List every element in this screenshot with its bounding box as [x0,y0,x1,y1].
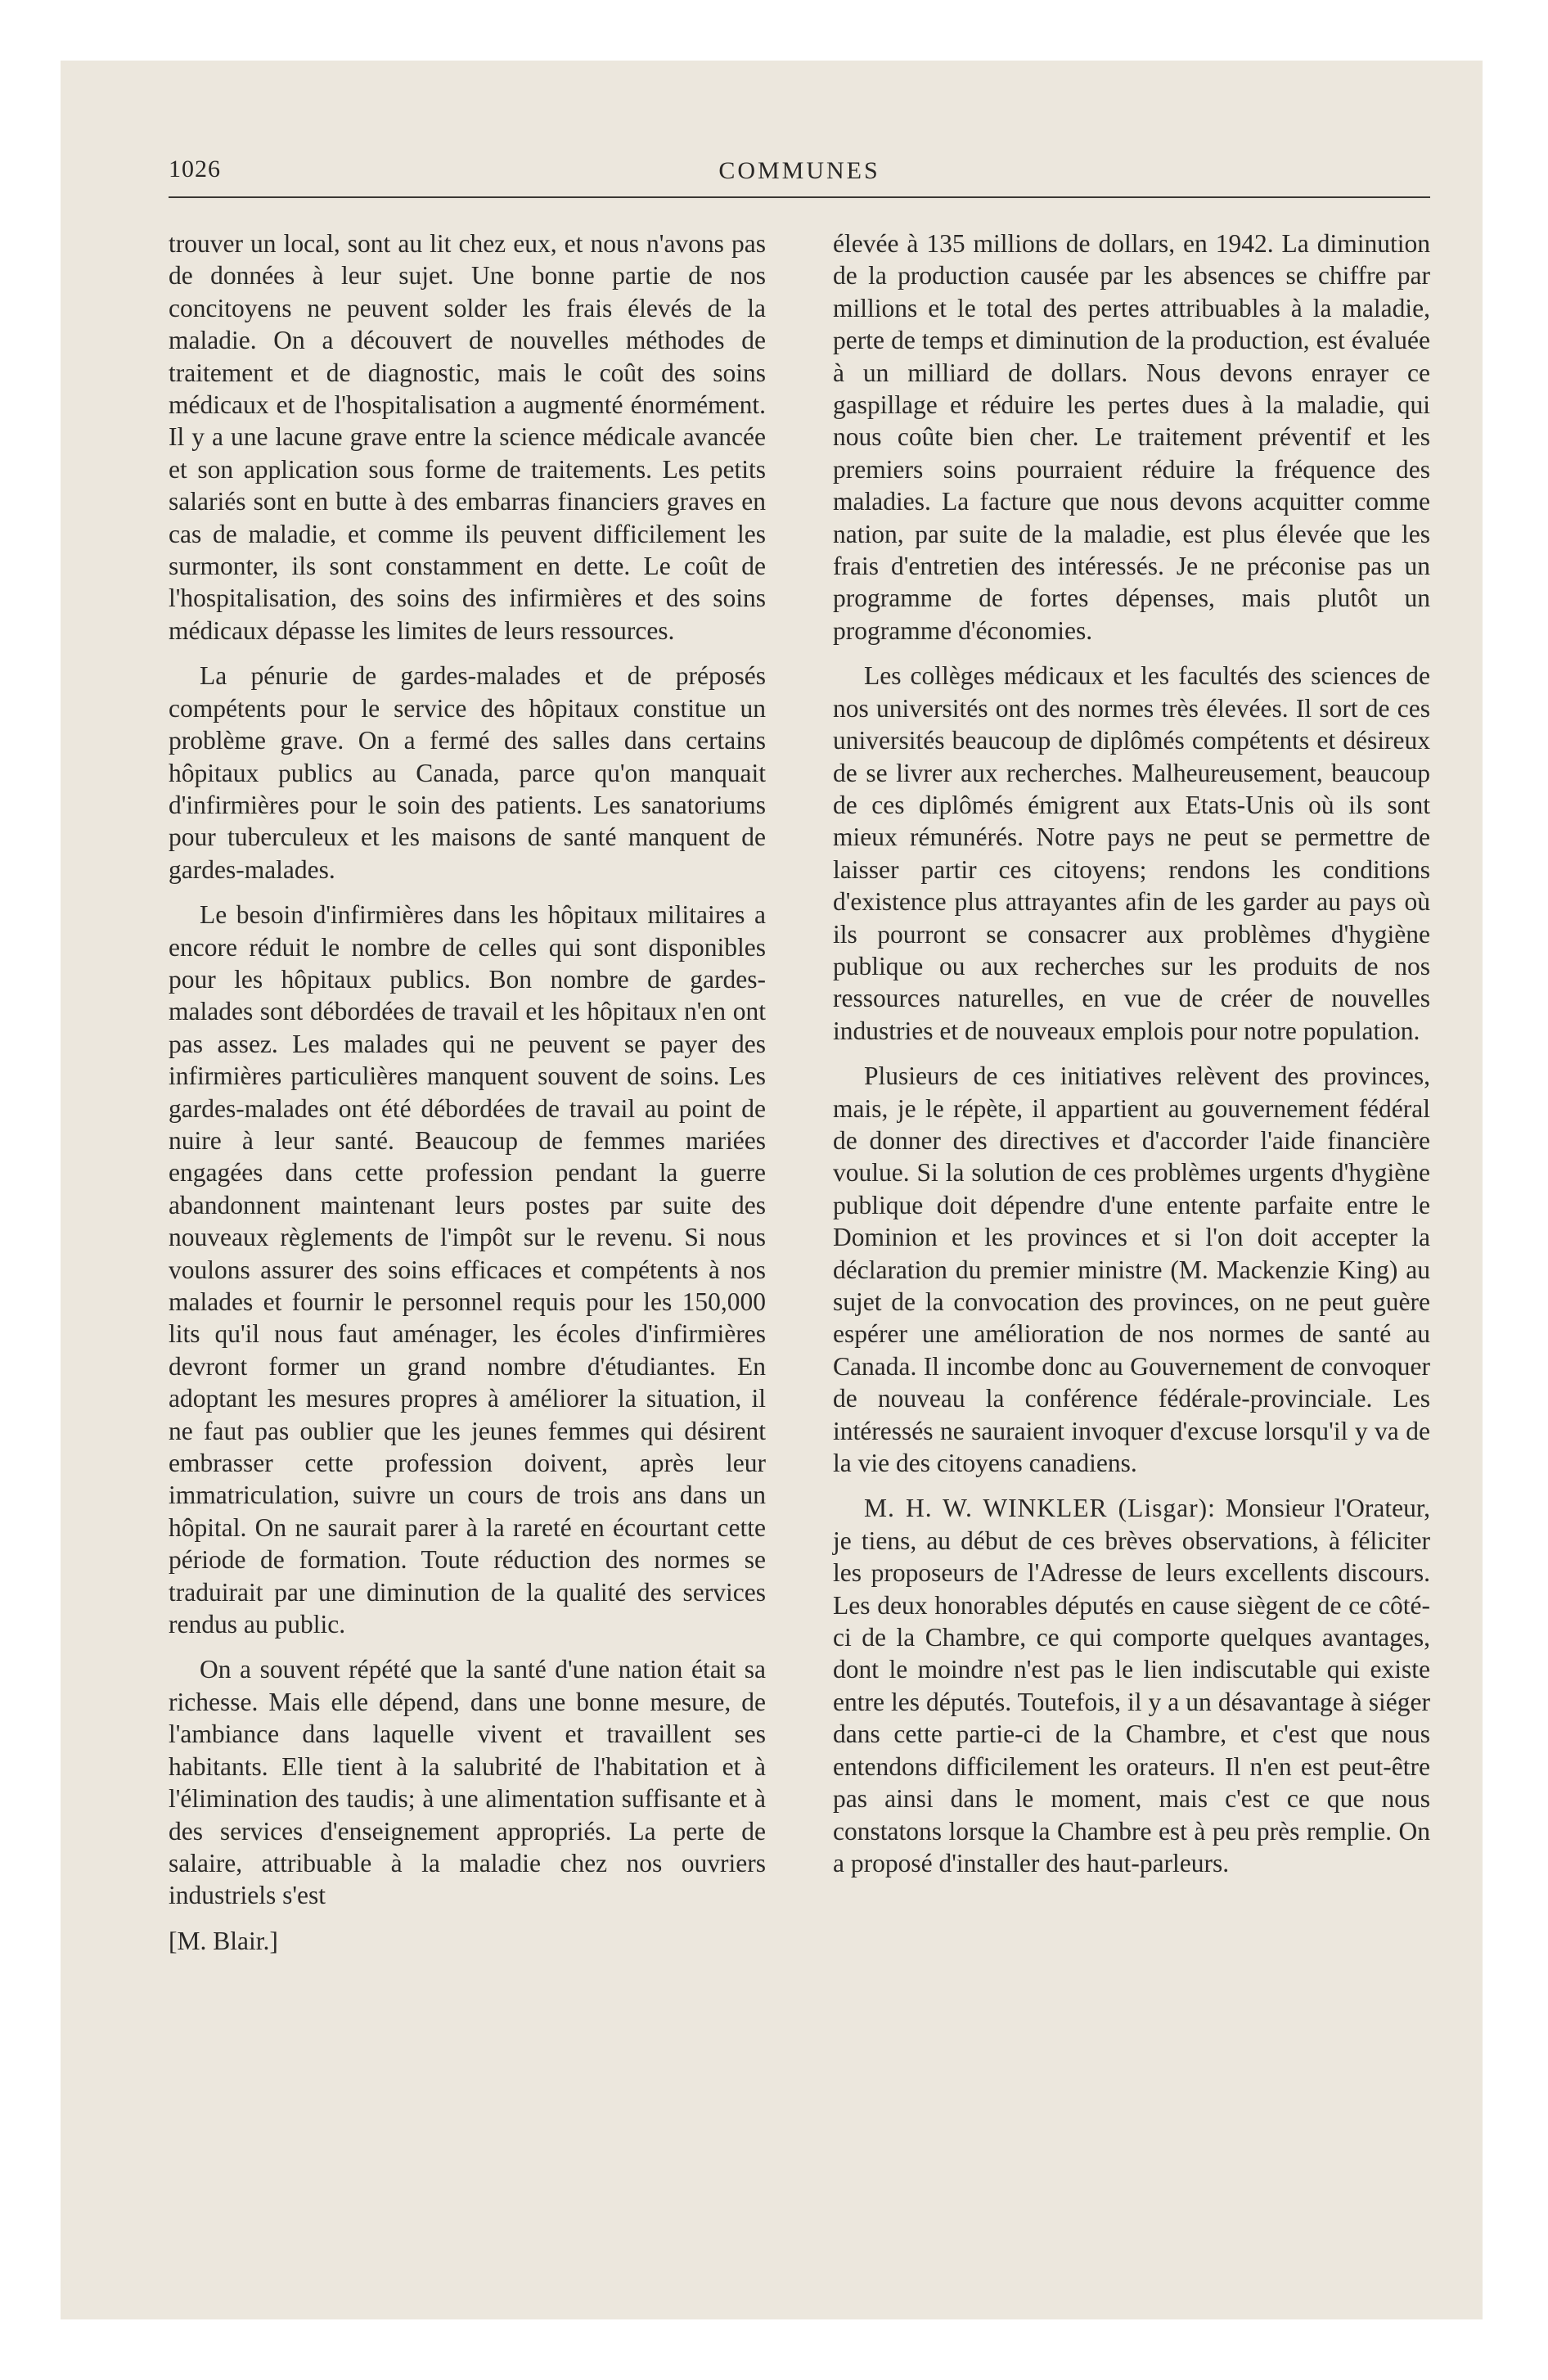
running-head: COMMUNES [718,157,880,184]
speaker-name: M. H. W. WINKLER (Lisgar): [864,1494,1216,1523]
left-column [169,228,766,1958]
speech-paragraph [833,1492,1430,1879]
left-paragraph-2: La pénurie de gardes-malades et de préposés compétents pour le service des hôpitaux constitue un problème grave. On a fermé des salles dans certains hôpitaux publics au Canada, parce qu'on manquait d'infirmières pour le soin des patients. Les sanatoriums pour tuberculeux et les maisons de santé manquent de gardes-malades. [169,661,766,884]
speaker-reference: [M. Blair.] [169,1926,278,1955]
speech-text: Monsieur l'Orateur, je tiens, au début de ces brèves observations, à féliciter les proposeurs de l'Adresse de leurs excellents discours. Les deux honorables députés en cause siègent de ce côté-ci de la Chambre, ce qui comporte quelques avantages, dont le moindre n'est pas le lien indiscutable qui existe entre les députés. Toutefois, il y a un désavantage à siéger dans cette partie-ci de la Chambre, et c'est que nous entendons difficilement les orateurs. Il n'en est peut-être pas ainsi dans le moment, mais c'est ce que nous constatons lorsque la Chambre est à peu près remplie. On a proposé d'installer des haut-parleurs. [833,1494,1430,1877]
right-paragraph-3: Plusieurs de ces initiatives relèvent des provinces, mais, je le répète, il appartient au gouvernement fédéral de donner des directives et d'accorder l'aide financière voulue. Si la solution de ces problèmes urgents d'hygiène publique doit dépendre d'une entente parfaite entre le Dominion et les provinces et si l'on doit accepter la déclaration du premier ministre (M. Mackenzie King) au sujet de la convocation des provinces, on ne peut guère espérer une amélioration de nos normes de santé au Canada. Il incombe donc au Gouvernement de convoquer de nouveau la conférence fédérale-provinciale. Les intéressés ne sauraient invoquer d'excuse lorsqu'il y va de la vie des citoyens canadiens. [833,1062,1430,1478]
left-paragraph-1: trouver un local, sont au lit chez eux, et nous n'avons pas de données à leur sujet. Une bonne partie de nos concitoyens ne peuvent solder les frais élevés de la maladie. On a découvert de nouvelles méthodes de traitement et de diagnostic, mais le coût des soins médicaux et de l'hospitalisation a augmenté énormément. Il y a une lacune grave entre la science médicale avancée et son application sous forme de traitements. Les petits salariés sont en butte à des embarras financiers graves en cas de maladie, et comme ils peuvent difficilement les surmonter, ils sont constamment en dette. Le coût de l'hospitalisation, des soins des infirmières et des soins médicaux dépasse les limites de leurs ressources. [169,229,766,645]
document-page [169,147,1430,1955]
right-column [833,228,1430,1958]
page-number: 1026 [169,156,221,183]
right-paragraph-1: élevée à 135 millions de dollars, en 1942. La diminution de la production causée par les absences se chiffre par millions et le total des pertes attribuables à la maladie, perte de temps et diminution de la production, est évaluée à un milliard de dollars. Nous devons enrayer ce gaspillage et réduire les pertes dues à la maladie, qui nous coûte bien cher. Le traitement préventif et les premiers soins pourraient réduire la fréquence des maladies. La facture que nous devons acquitter comme nation, par suite de la maladie, est plus élevée que les frais d'entretien des intéressés. Je ne préconise pas un programme de fortes dépenses, mais plutôt un programme d'économies. [833,229,1430,645]
text-columns [169,228,1430,1958]
right-paragraph-2: Les collèges médicaux et les facultés des sciences de nos universités ont des normes très élevées. Il sort de ces universités beaucoup de diplômés compétents et désireux de se livrer aux recherches. Malheureusement, beaucoup de ces diplômés émigrent aux Etats-Unis où ils sont mieux rémunérés. Notre pays ne peut se permettre de laisser partir ces citoyens; rendons les conditions d'existence plus attrayantes afin de les garder au pays où ils pourront se consacrer aux problèmes d'hygiène publique ou aux recherches sur les produits de nos ressources naturelles, en vue de créer de nouvelles industries et de nouveaux emplois pour notre population. [833,661,1430,1045]
page-header [169,147,1430,198]
left-paragraph-3: Le besoin d'infirmières dans les hôpitaux militaires a encore réduit le nombre de celles qui sont disponibles pour les hôpitaux publics. Bon nombre de gardes-malades sont débordées de travail et les hôpitaux n'en ont pas assez. Les malades qui ne peuvent se payer des infirmières particulières manquent souvent de soins. Les gardes-malades ont été débordées de travail au point de nuire à leur santé. Beaucoup de femmes mariées engagées dans cette profession pendant la guerre abandonnent maintenant leurs postes par suite des nouveaux règlements de l'impôt sur le revenu. Si nous voulons assurer des soins efficaces et compétents à nos malades et fournir le personnel requis pour les 150,000 lits qu'il nous faut aménager, les écoles d'infirmières devront former un grand nombre d'étudiantes. En adoptant les mesures propres à améliorer la situation, il ne faut pas oublier que les jeunes femmes qui désirent embrasser cette profession doivent, après leur immatriculation, suivre un cours de trois ans dans un hôpital. On ne saurait parer à la rareté en écourtant cette période de formation. Toute réduction des normes se traduirait par une diminution de la qualité des services rendus au public. [169,900,766,1639]
left-paragraph-4: On a souvent répété que la santé d'une nation était sa richesse. Mais elle dépend, dans une bonne mesure, de l'ambiance dans laquelle vivent et travaillent ses habitants. Elle tient à la salubrité de l'habitation et à l'élimination des taudis; à une alimentation suffisante et à des services d'enseignement appropriés. La perte de salaire, attribuable à la maladie chez nos ouvriers industriels s'est [169,1655,766,1910]
